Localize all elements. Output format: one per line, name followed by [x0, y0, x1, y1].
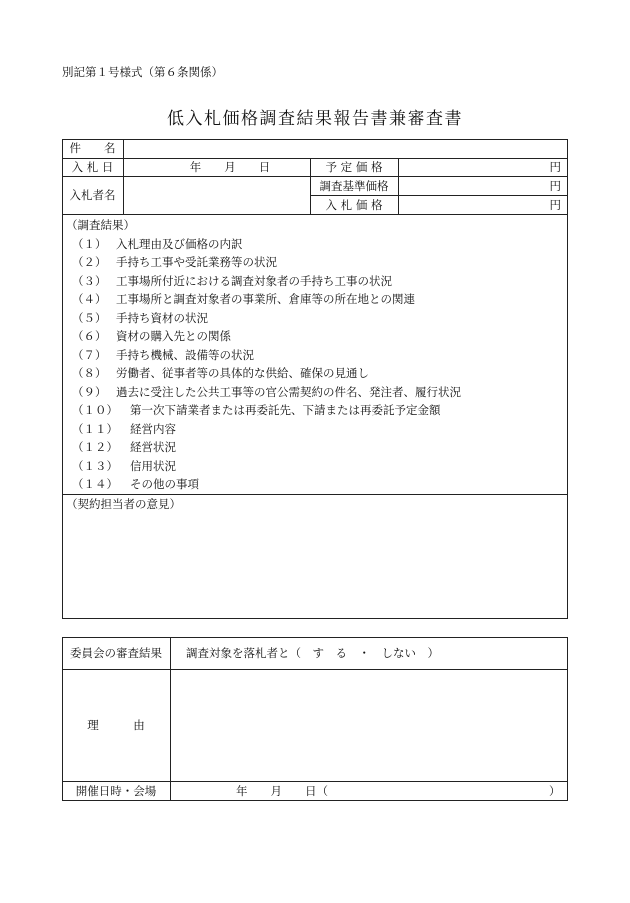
result-item: （１０） 第一次下請業者または再委託先、下請または再委託予定金額 — [72, 403, 441, 417]
meeting-date-field[interactable]: 年 月 日（ — [236, 784, 328, 798]
bid-price-label: 入 札 価 格 — [325, 198, 383, 212]
result-item: （５） 手持ち資材の状況 — [72, 311, 208, 325]
form-note: 別記第１号様式（第６条関係） — [62, 65, 223, 79]
result-item: （７） 手持ち機械、設備等の状況 — [72, 348, 254, 362]
reason-label: 理 由 — [87, 718, 145, 732]
planned-price-field[interactable]: 円 — [549, 160, 561, 174]
reason-field[interactable] — [172, 671, 566, 780]
bid-date-label: 入 札 日 — [71, 160, 114, 174]
result-item: （１１） 経営内容 — [72, 422, 176, 436]
result-item: （１３） 信用状況 — [72, 459, 176, 473]
page-title: 低入札価格調査結果報告書兼審査書 — [167, 109, 463, 129]
bid-date-field[interactable]: 年 月 日 — [189, 160, 271, 174]
opinion-heading: （契約担当者の意見） — [66, 497, 181, 511]
review-result-choice[interactable]: 調査対象を落札者と（ す る ・ しない ） — [186, 646, 439, 660]
bidder-field[interactable] — [125, 177, 309, 213]
results-heading: （調査結果） — [66, 218, 135, 232]
planned-price-label: 予 定 価 格 — [325, 160, 383, 174]
survey-price-label: 調査基準価格 — [319, 179, 389, 193]
meeting-label: 開催日時・会場 — [75, 784, 157, 798]
result-item: （１） 入札理由及び価格の内訳 — [72, 237, 243, 251]
result-item: （４） 工事場所と調査対象者の事業所、倉庫等の所在地との関連 — [72, 292, 415, 306]
subject-field[interactable] — [125, 140, 566, 157]
bid-price-field[interactable]: 円 — [549, 198, 561, 212]
result-item: （２） 手持ち工事や受託業務等の状況 — [72, 255, 277, 269]
result-item: （３） 工事場所付近における調査対象者の手持ち工事の状況 — [72, 274, 392, 288]
subject-label: 件 名 — [69, 141, 116, 155]
bidder-label: 入札者名 — [69, 188, 116, 202]
opinion-field[interactable] — [64, 514, 566, 617]
review-result-label: 委員会の審査結果 — [70, 646, 162, 660]
result-item: （８） 労働者、従事者等の具体的な供給、確保の見通し — [72, 366, 369, 380]
survey-price-field[interactable]: 円 — [549, 179, 561, 193]
result-item: （１４） その他の事項 — [72, 477, 199, 491]
result-item: （９） 過去に受注した公共工事等の官公需契約の件名、発注者、履行状況 — [72, 385, 461, 399]
result-item: （６） 資材の購入先との関係 — [72, 329, 231, 343]
meeting-close-paren: ） — [549, 784, 561, 798]
result-item: （１２） 経営状況 — [72, 440, 176, 454]
